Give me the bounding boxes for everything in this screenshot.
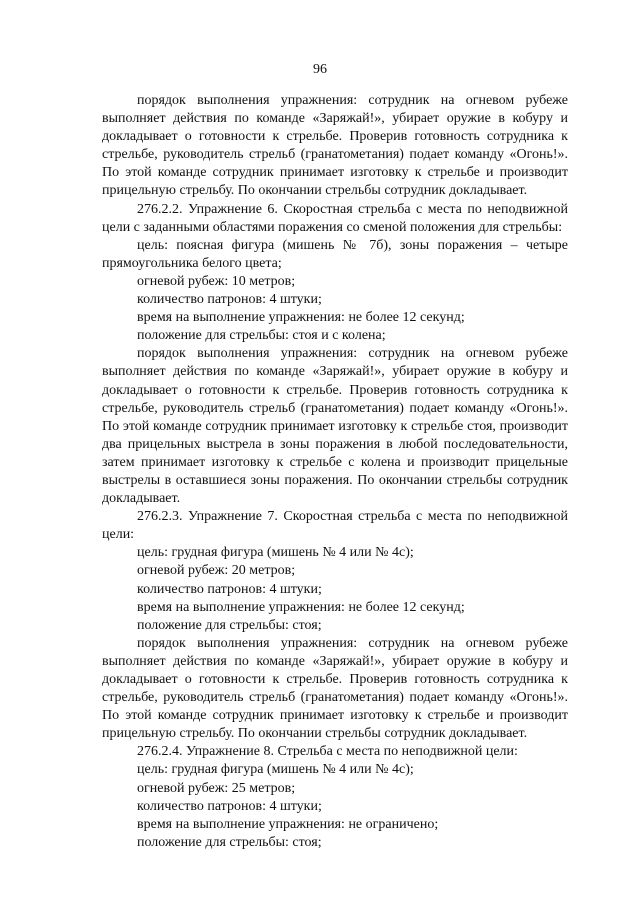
- paragraph-ex7-procedure: порядок выполнения упражнения: сотрудник на огневом рубеже выполняет действия по команде «Заряжай!», убирает оружие в кобуру и докладывает о готовности к стрельбе. Проверив готовность сотрудника к стрельбе, руководитель стрельб (гранатометания) подает команду «Огонь!». По этой команде сотрудник принимает изготовку к стрельбе и производит прицельную стрельбу. По окончании стрельбы сотрудник докладывает.: [102, 635, 568, 742]
- paragraph-ex8-time: время на выполнение упражнения: не ограничено;: [137, 816, 439, 832]
- paragraph-exercise-6-heading: 276.2.2. Упражнение 6. Скоростная стрельба с места по неподвижной цели с заданными областями поражения со сменой положения для стрельбы:: [102, 201, 568, 235]
- paragraph-ex8-firing-line: огневой рубеж: 25 метров;: [137, 780, 296, 796]
- paragraph-ex7-time: время на выполнение упражнения: не более 12 секунд;: [137, 599, 465, 615]
- document-body: [102, 92, 568, 852]
- paragraph-ex8-rounds: количество патронов: 4 штуки;: [137, 798, 322, 814]
- paragraph-ex7-rounds: количество патронов: 4 штуки;: [137, 581, 322, 597]
- paragraph-ex8-position: положение для стрельбы: стоя;: [137, 834, 322, 850]
- paragraph-ex6-position: положение для стрельбы: стоя и с колена;: [137, 328, 386, 344]
- paragraph-exercise-7-heading: 276.2.3. Упражнение 7. Скоростная стрельба с места по неподвижной цели:: [102, 509, 568, 543]
- paragraph-ex6-time: время на выполнение упражнения: не более 12 секунд;: [137, 310, 465, 326]
- page-number: 96: [313, 62, 327, 77]
- paragraph-ex7-position: положение для стрельбы: стоя;: [137, 617, 322, 633]
- paragraph-exercise-8-heading: 276.2.4. Упражнение 8. Стрельба с места по неподвижной цели:: [137, 744, 518, 760]
- paragraph-ex6-rounds: количество патронов: 4 штуки;: [137, 292, 322, 308]
- paragraph-ex7-target: цель: грудная фигура (мишень № 4 или № 4с);: [137, 545, 414, 561]
- paragraph-ex6-procedure: порядок выполнения упражнения: сотрудник на огневом рубеже выполняет действия по команде «Заряжай!», убирает оружие в кобуру и докладывает о готовности к стрельбе. Проверив готовность сотрудника к стрельбе, руководитель стрельб (гранатометания) подает команду «Огонь!». По этой команде сотрудник принимает изготовку к стрельбе стоя, производит два прицельных выстрела в зоны поражения в любой последовательности, затем принимает изготовку к стрельбе с колена и производит прицельные выстрелы в оставшиеся зоны поражения. По окончании стрельбы сотрудник докладывает.: [102, 346, 568, 507]
- paragraph-procedure-ex5: порядок выполнения упражнения: сотрудник на огневом рубеже выполняет действия по команде «Заряжай!», убирает оружие в кобуру и докладывает о готовности к стрельбе. Проверив готовность сотрудника к стрельбе, руководитель стрельб (гранатометания) подает команду «Огонь!». По этой команде сотрудник принимает изготовку к стрельбе и производит прицельную стрельбу. По окончании стрельбы сотрудник докладывает.: [102, 93, 568, 199]
- paragraph-ex6-firing-line: огневой рубеж: 10 метров;: [137, 273, 296, 289]
- paragraph-ex6-target: цель: поясная фигура (мишень № 7б), зоны поражения – четыре прямоугольника белого цвета;: [102, 237, 568, 271]
- paragraph-ex8-target: цель: грудная фигура (мишень № 4 или № 4с);: [137, 762, 414, 778]
- paragraph-ex7-firing-line: огневой рубеж: 20 метров;: [137, 563, 296, 579]
